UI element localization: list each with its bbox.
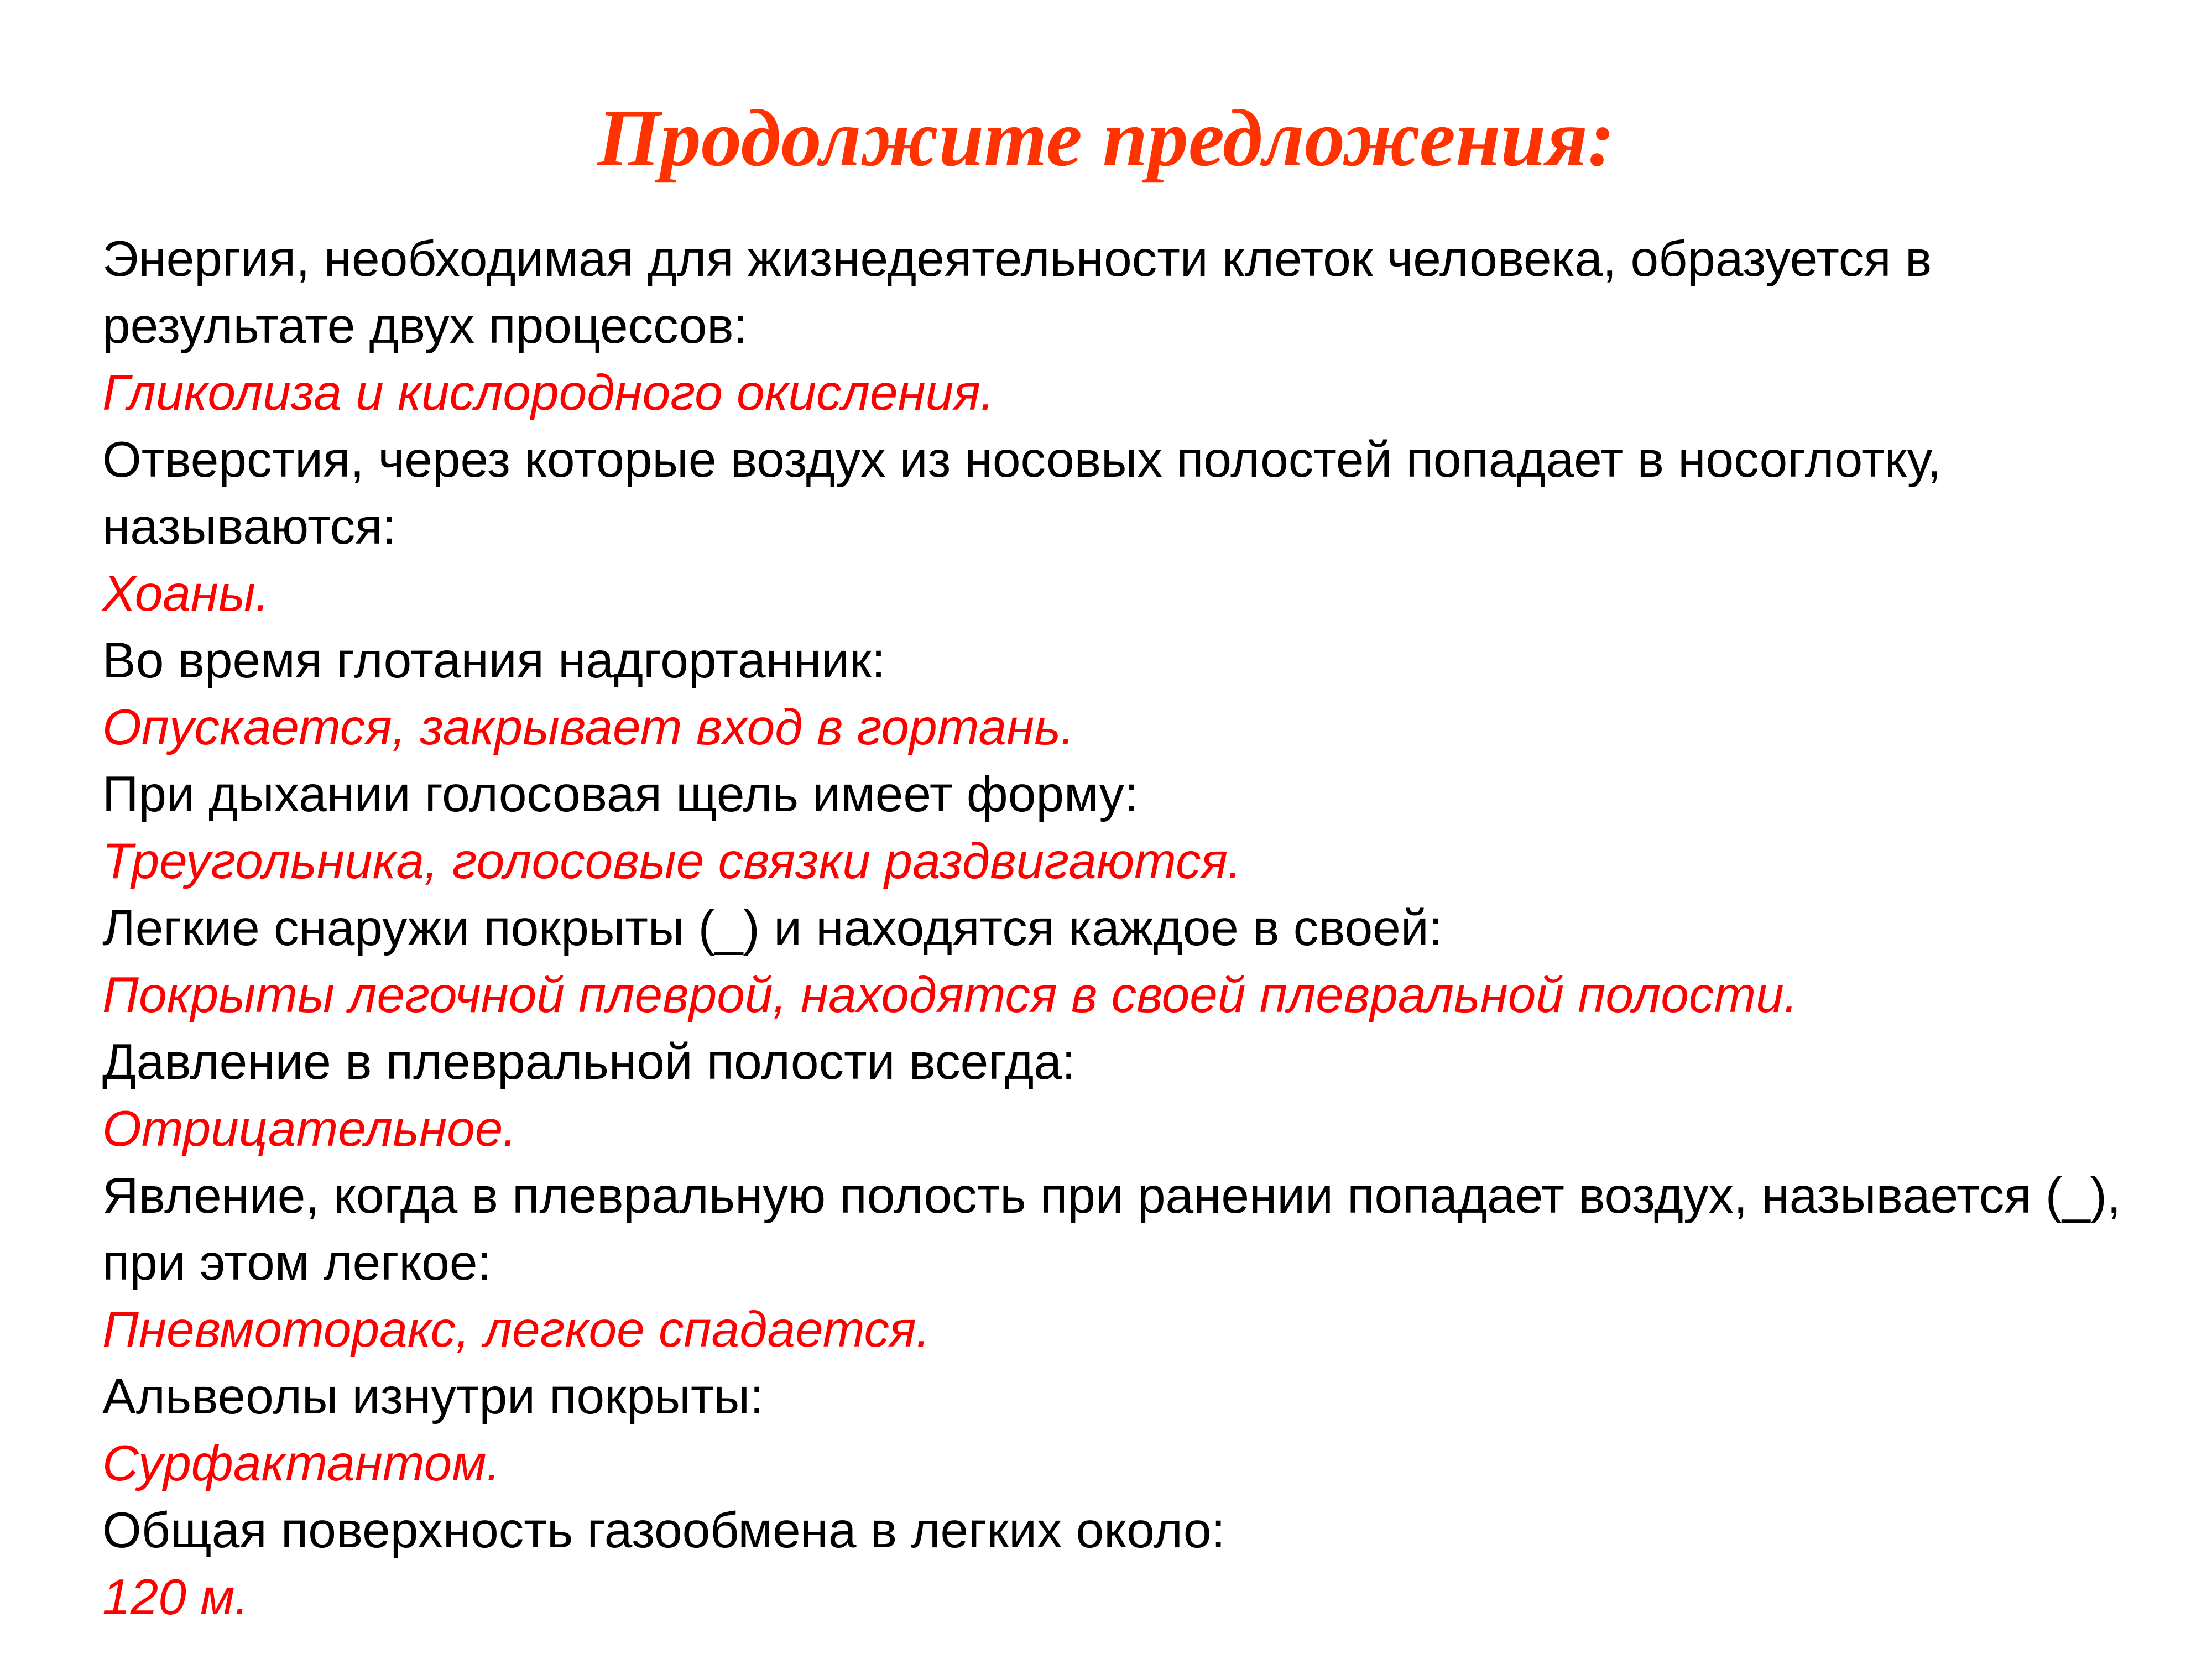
answer-5: Покрыты легочной плеврой, находятся в своей плевральной полости. [102, 967, 1798, 1023]
answer-7: Пневмоторакс, легкое спадается. [102, 1302, 930, 1358]
answer-1: Гликолиза и кислородного окисления. [102, 365, 995, 421]
question-4: При дыхании голосовая щель имеет форму: [102, 766, 1139, 822]
slide-title: Продолжите предложения: [597, 93, 1615, 183]
question-1: Энергия, необходимая для жизнедеятельности клеток человека, образуется в результате двух процессов: [102, 231, 1932, 354]
question-8: Альвеолы изнутри покрыты: [102, 1369, 764, 1425]
answer-9: 120 м. [102, 1569, 249, 1625]
question-3: Во время глотания надгортанник: [102, 633, 886, 688]
answer-8: Сурфактантом. [102, 1436, 500, 1491]
question-5: Легкие снаружи покрыты (_) и находятся каждое в своей: [102, 900, 1443, 956]
question-7: Явление, когда в плевральную полость при ранении попадает воздух, называется (_), при этом легкое: [102, 1168, 2121, 1291]
answer-6: Отрицательное. [102, 1101, 517, 1157]
answer-2: Хоаны. [102, 566, 270, 622]
question-9: Общая поверхность газообмена в легких около: [102, 1503, 1225, 1558]
question-list [102, 226, 2182, 1631]
question-6: Давление в плевральной полости всегда: [102, 1034, 1076, 1090]
question-2: Отверстия, через которые воздух из носовых полостей попадает в носоглотку, называются: [102, 432, 1942, 555]
answer-4: Треугольника, голосовые связки раздвигаются. [102, 833, 1242, 889]
answer-3: Опускается, закрывает вход в гортань. [102, 700, 1075, 755]
